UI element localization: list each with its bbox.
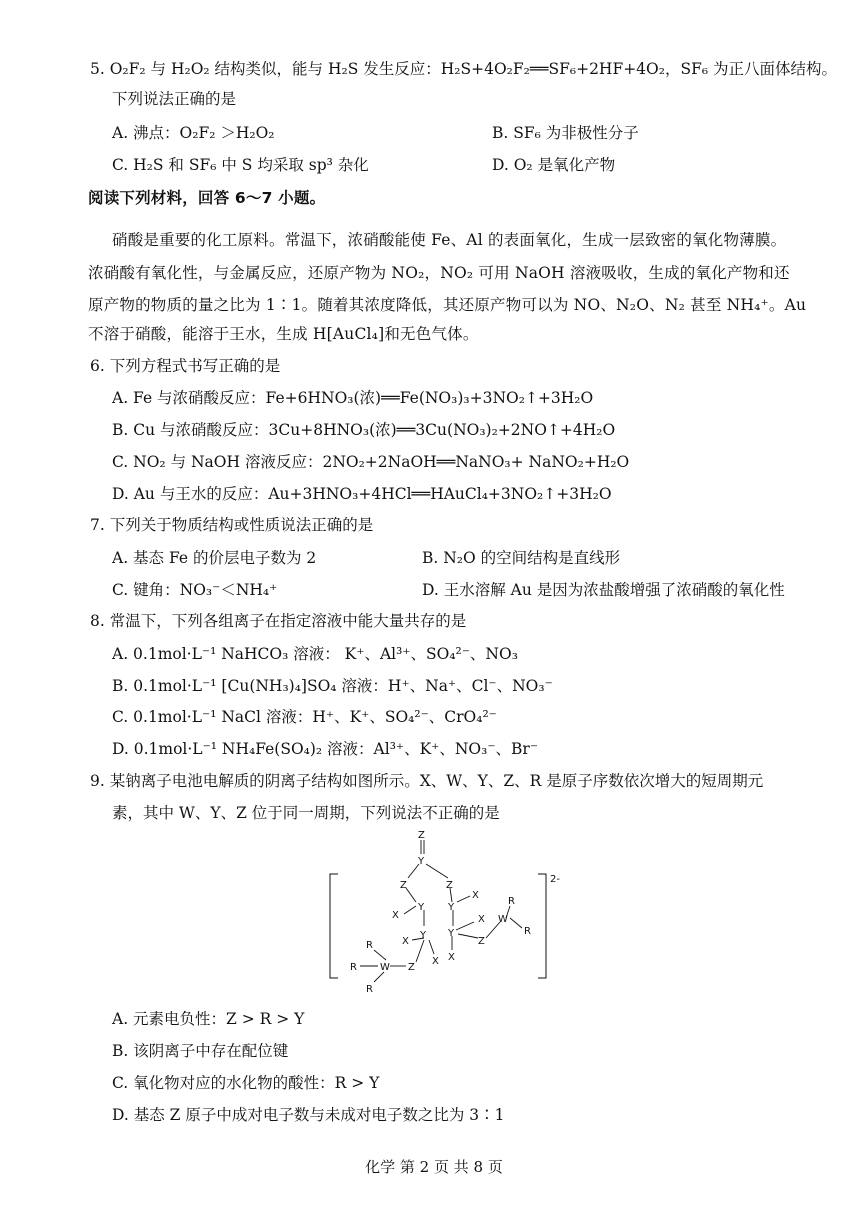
atom-y-top: Y [418,856,425,867]
q6-option-c: C. NO₂ 与 NaOH 溶液反应：2NO₂+2NaOH══NaNO₃+ NaNO₂+H₂O [112,453,630,471]
atom-x-3: X [478,914,485,925]
q7-option-d: D. 王水溶解 Au 是因为浓盐酸增强了浓硝酸的氧化性 [422,581,785,599]
atom-x-4: X [402,936,409,947]
q5-stem-line1: 5. O₂F₂ 与 H₂O₂ 结构类似，能与 H₂S 发生反应：H₂S+4O₂F₂══SF₆+2HF+4O₂，SF₆ 为正八面体结构。 [90,60,837,78]
atom-z-top: Z [418,830,425,841]
q7-option-b: B. N₂O 的空间结构是直线形 [422,549,621,567]
q6-stem: 6. 下列方程式书写正确的是 [90,357,281,375]
reading-heading: 阅读下列材料，回答 6～7 小题。 [88,189,326,207]
q8-option-d: D. 0.1mol·L⁻¹ NH₄Fe(SO₄)₂ 溶液：Al³⁺、K⁺、NO₃⁻、Br⁻ [112,740,539,758]
atom-w-right: W [498,914,508,925]
bracket-left [330,874,338,978]
atom-r-left-1: R [366,940,373,951]
q6-option-d: D. Au 与王水的反应：Au+3HNO₃+4HCl══HAuCl₄+3NO₂↑+3H₂O [112,485,612,503]
reading-paragraph-line2: 浓硝酸有氧化性，与金属反应，还原产物为 NO₂，NO₂ 可用 NaOH 溶液吸收，生成的氧化产物和还 [88,264,790,282]
atom-y-right: Y [448,902,455,913]
atom-w-left: W [380,962,390,973]
q9-option-d: D. 基态 Z 原子中成对电子数与未成对电子数之比为 3∶1 [112,1106,505,1124]
reading-paragraph-line3: 原产物的物质的量之比为 1∶1。随着其浓度降低，其还原产物可以为 NO、N₂O、N₂ 甚至 NH₄⁺。Au [88,296,807,314]
q5-option-b: B. SF₆ 为非极性分子 [492,124,639,142]
q6-option-b: B. Cu 与浓硝酸反应：3Cu+8HNO₃(浓)══3Cu(NO₃)₂+2NO↑+4H₂O [112,421,616,439]
atom-x-6: X [448,952,455,963]
q9-stem-line2: 素，其中 W、Y、Z 位于同一周期，下列说法不正确的是 [112,804,500,822]
reading-paragraph-line4: 不溶于硝酸，能溶于王水，生成 H[AuCl₄]和无色气体。 [88,325,479,343]
q8-option-a: A. 0.1mol·L⁻¹ NaHCO₃ 溶液： K⁺、Al³⁺、SO₄²⁻、NO₃ [112,645,518,663]
q8-option-c: C. 0.1mol·L⁻¹ NaCl 溶液：H⁺、K⁺、SO₄²⁻、CrO₄²⁻ [112,708,497,726]
q5-stem-line2: 下列说法正确的是 [112,90,237,108]
q9-stem-line1: 9. 某钠离子电池电解质的阴离子结构如图所示。X、W、Y、Z、R 是原子序数依次增大的短周期元 [90,772,764,790]
q8-stem: 8. 常温下，下列各组离子在指定溶液中能大量共存的是 [90,612,467,630]
q9-option-b: B. 该阴离子中存在配位键 [112,1042,289,1060]
atom-y-bottom-left: Y [420,930,427,941]
q5-option-d: D. O₂ 是氧化产物 [492,156,616,174]
q6-option-a: A. Fe 与浓硝酸反应：Fe+6HNO₃(浓)══Fe(NO₃)₃+3NO₂↑+3H₂O [112,389,594,407]
atom-r-left-2: R [350,962,357,973]
bracket-right [538,874,546,978]
q9-option-a: A. 元素电负性：Z > R > Y [112,1010,305,1028]
atom-x-2: X [472,890,479,901]
atom-x-1: X [392,910,399,921]
page-footer: 化学 第 2 页 共 8 页 [365,1158,503,1176]
q7-option-a: A. 基态 Fe 的价层电子数为 2 [112,549,317,567]
q5-option-c: C. H₂S 和 SF₆ 中 S 均采取 sp³ 杂化 [112,156,369,174]
q9-option-c: C. 氧化物对应的水化物的酸性：R > Y [112,1074,380,1092]
anion-charge: 2- [550,874,560,885]
reading-paragraph-line1: 硝酸是重要的化工原料。常温下，浓硝酸能使 Fe、Al 的表面氧化，生成一层致密的氧化物薄膜。 [112,231,787,249]
atom-r-left-3: R [366,984,373,995]
atom-z-right-lower: Z [478,936,485,947]
q7-stem: 7. 下列关于物质结构或性质说法正确的是 [90,516,374,534]
atom-x-5: X [432,956,439,967]
q8-option-b: B. 0.1mol·L⁻¹ [Cu(NH₃)₄]SO₄ 溶液：H⁺、Na⁺、Cl⁻、NO₃⁻ [112,677,553,695]
atom-z-left: Z [400,880,407,891]
anion-structure-diagram [320,826,580,1002]
atom-z-left-lower: Z [408,962,415,973]
atom-z-right: Z [446,880,453,891]
atom-y-left: Y [418,902,425,913]
q7-option-c: C. 键角：NO₃⁻＜NH₄⁺ [112,581,278,599]
bond-lines [360,840,522,982]
q5-option-a: A. 沸点：O₂F₂ ＞H₂O₂ [112,124,275,142]
atom-r-right-1: R [508,896,515,907]
atom-y-bottom-right: Y [448,928,455,939]
atom-r-right-2: R [524,926,531,937]
